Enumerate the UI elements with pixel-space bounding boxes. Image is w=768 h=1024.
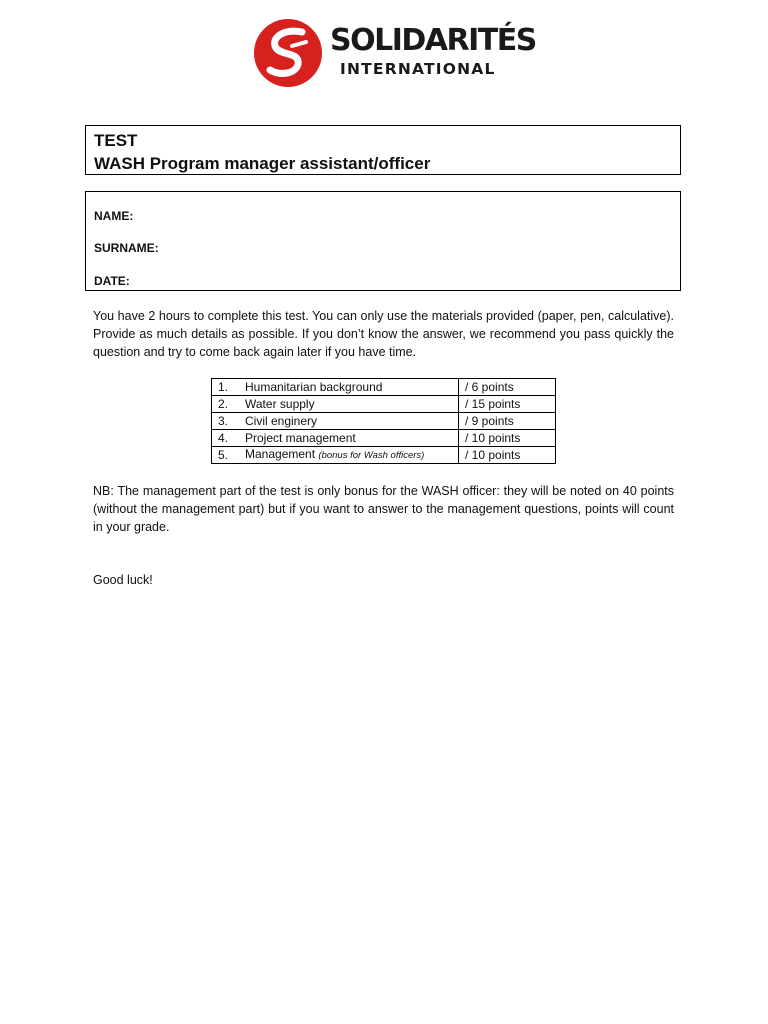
name-field-label: NAME: (94, 209, 134, 223)
surname-field-label: SURNAME: (94, 241, 159, 255)
logo-emblem-icon (252, 18, 324, 88)
table-row (212, 447, 556, 464)
row-points: / 6 points (459, 379, 556, 396)
date-field-label: DATE: (94, 274, 130, 288)
table-row (212, 379, 556, 396)
test-subtitle: WASH Program manager assistant/officer (94, 154, 431, 173)
solidarites-logo (252, 18, 536, 88)
candidate-info-box (85, 191, 681, 291)
bonus-note: (bonus for Wash officers) (318, 450, 425, 461)
row-points: / 10 points (459, 430, 556, 447)
row-section: Humanitarian background (240, 379, 459, 396)
row-number: 5. (212, 447, 241, 464)
row-section (240, 447, 459, 464)
logo-wordmark: SOLIDARITÉS (330, 23, 536, 58)
test-title-box (85, 125, 681, 175)
row-section: Water supply (240, 396, 459, 413)
row-number: 3. (212, 413, 241, 430)
row-points: / 9 points (459, 413, 556, 430)
table-row (212, 413, 556, 430)
row-section: Civil enginery (240, 413, 459, 430)
instructions-paragraph: You have 2 hours to complete this test. You can only use the materials provided (paper, pen, calculative). Provide as much details as possible. If you don’t know the answer, we recommend you pass quickly the question and try to come back again later if you have time. (93, 309, 674, 359)
test-title: TEST (94, 131, 138, 150)
row-points: / 15 points (459, 396, 556, 413)
scores-table (211, 378, 556, 464)
row-section-label: Management (245, 447, 316, 461)
row-points: / 10 points (459, 447, 556, 464)
row-section: Project management (240, 430, 459, 447)
row-number: 1. (212, 379, 241, 396)
row-number: 2. (212, 396, 241, 413)
logo-subtitle: INTERNATIONAL (340, 60, 496, 78)
nb-paragraph: NB: The management part of the test is only bonus for the WASH officer: they will be noted on 40 points (without the management part) but if you want to answer to the management questions, points will count in your grade. (93, 484, 674, 534)
closing-text: Good luck! (93, 573, 153, 587)
row-number: 4. (212, 430, 241, 447)
table-row (212, 396, 556, 413)
table-row (212, 430, 556, 447)
